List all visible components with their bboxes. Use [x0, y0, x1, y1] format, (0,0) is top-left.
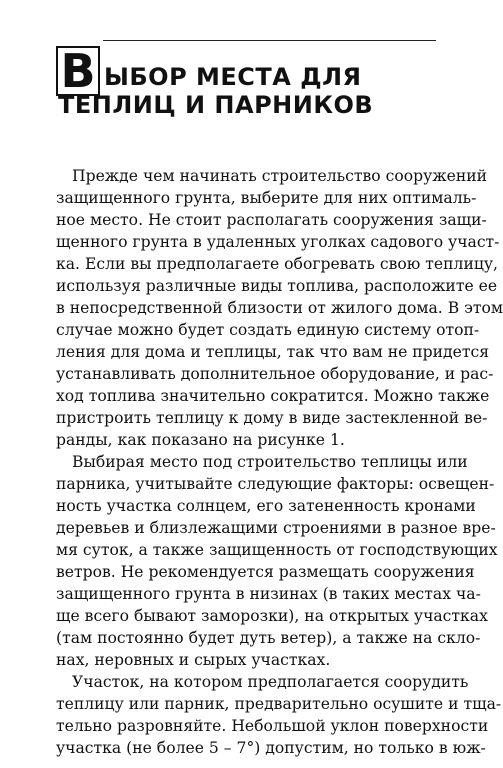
text-line: ления для дома и теплицы, так что вам не придется: [56, 343, 490, 361]
drop-cap-letter: В: [60, 44, 96, 98]
heading-line-1: ЫБОР МЕСТА ДЛЯ: [104, 63, 362, 91]
text-line: защищенного грунта, выберите для них оптималь-: [56, 189, 477, 207]
text-line: ность участка солнцем, его затененность кронами: [56, 497, 476, 515]
text-line: пристроить теплицу к дому в виде застекленной ве-: [56, 409, 488, 427]
text-line: (там постоянно будет дуть ветер), а также на скло-: [56, 629, 481, 647]
heading-rule: [103, 40, 436, 41]
text-line: нах, неровных и сырых участках.: [56, 651, 331, 669]
paragraph: [56, 451, 498, 671]
text-line: устанавливать дополнительное оборудование, и рас-: [56, 365, 494, 383]
text-line: мя суток, а также защищенность от господствующих: [56, 541, 498, 559]
text-line: Выбирая место под строительство теплицы или: [72, 453, 468, 471]
text-line: деревьев и близлежащими строениями в разное вре-: [56, 519, 496, 537]
text-line: Участок, на котором предполагается соорудить: [72, 673, 469, 691]
text-line: ное место. Не стоит располагать сооружения защи-: [56, 211, 487, 229]
text-line: ветров. Не рекомендуется размещать сооружения: [56, 563, 475, 581]
text-line: в непосредственной близости от жилого дома. В этом: [56, 299, 503, 317]
text-line: случае можно будет создать единую систему отоп-: [56, 321, 480, 339]
text-line: тельно разровняйте. Небольшой уклон поверхности: [56, 717, 489, 735]
text-line: ранды, как показано на рисунке 1.: [56, 431, 345, 449]
text-line: используя различные виды топлива, расположите ее: [56, 277, 498, 295]
heading-line-2: ТЕПЛИЦ И ПАРНИКОВ: [58, 91, 374, 119]
text-line: ще всего бывают заморозки), на открытых участках: [56, 607, 488, 625]
body-text: [56, 165, 503, 759]
text-line: Прежде чем начинать строительство сооружений: [72, 167, 488, 185]
text-line: ход топлива значительно сократится. Можно также: [56, 387, 490, 405]
text-line: ка. Если вы предполагаете обогревать свою теплицу,: [56, 255, 499, 273]
paragraph: [56, 165, 503, 451]
drop-cap-box: [56, 46, 100, 96]
text-line: защищенного грунта в низинах (в таких местах ча-: [56, 585, 481, 603]
text-line: щенного грунта в удаленных уголках садового участ-: [56, 233, 500, 251]
text-line: участка (не более 5 – 7°) допустим, но только в юж-: [56, 739, 486, 757]
paragraph: [56, 671, 502, 759]
text-line: теплицу или парник, предварительно осушите и тща-: [56, 695, 502, 713]
text-line: парника, учитывайте следующие факторы: освещен-: [56, 475, 495, 493]
